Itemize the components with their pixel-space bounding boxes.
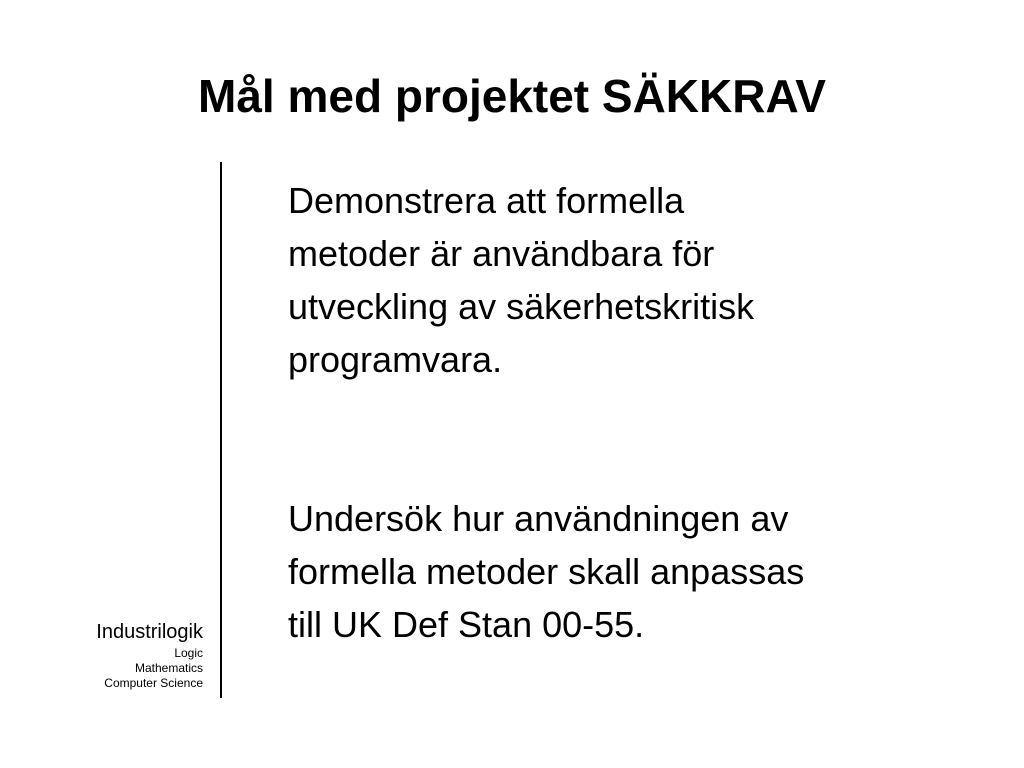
paragraph-line: programvara. bbox=[288, 339, 503, 380]
paragraph-line: formella metoder skall anpassas bbox=[288, 551, 805, 592]
slide-title: Mål med projektet SÄKKRAV bbox=[198, 70, 826, 122]
paragraph-line: utveckling av säkerhetskritisk bbox=[288, 286, 755, 327]
paragraph-goal-investigate bbox=[288, 492, 988, 651]
paragraph-line: Demonstrera att formella bbox=[288, 180, 685, 221]
slide-content bbox=[288, 174, 988, 651]
brand-name: Industrilogik bbox=[96, 621, 203, 643]
brand-subtitle-mathematics: Mathematics bbox=[134, 661, 203, 675]
paragraph-line: till UK Def Stan 00-55. bbox=[288, 604, 645, 645]
paragraph-goal-demonstrate bbox=[288, 174, 988, 386]
vertical-divider bbox=[220, 162, 222, 698]
brand-subtitle-logic: Logic bbox=[174, 646, 203, 660]
brand-subtitle-computer-science: Computer Science bbox=[104, 676, 203, 690]
paragraph-line: metoder är användbara för bbox=[288, 233, 715, 274]
sidebar-branding bbox=[96, 618, 203, 691]
paragraph-line: Undersök hur användningen av bbox=[288, 498, 789, 539]
